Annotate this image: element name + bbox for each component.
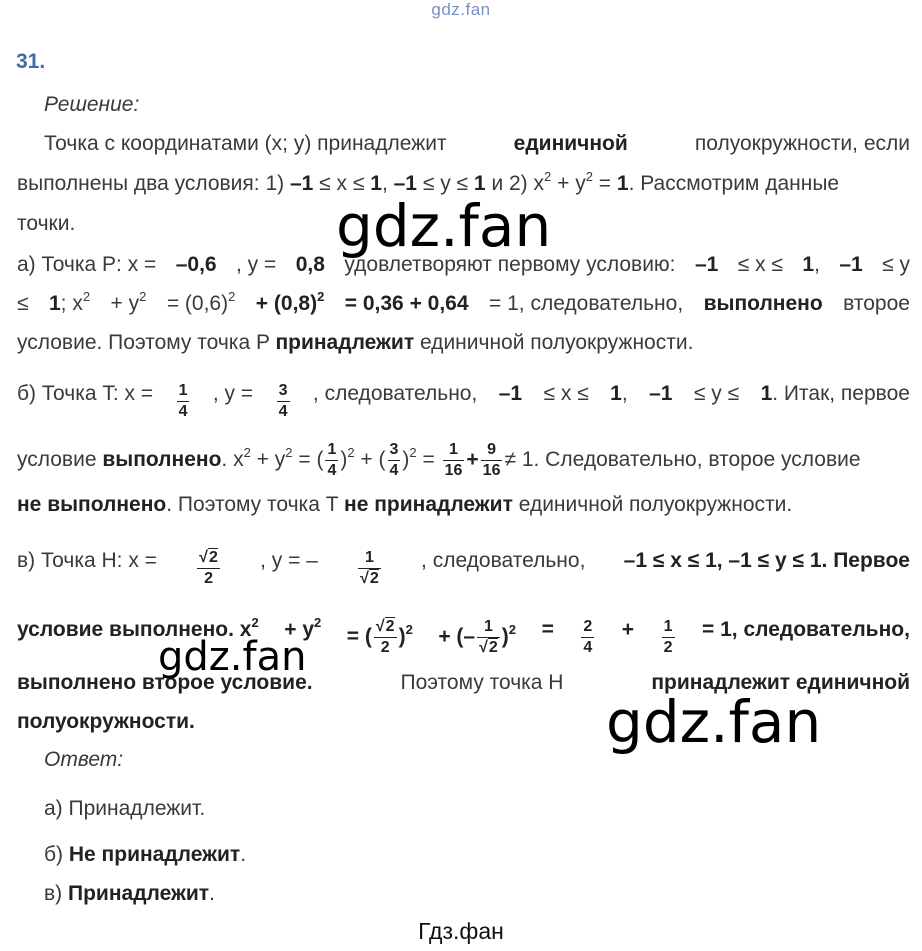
fraction-2-4: $\frac{2}{4}$	[583, 618, 593, 656]
fraction-sqrt2-2: $\frac{√2}{2}$	[375, 618, 395, 656]
watermark: gdz.fan	[606, 688, 822, 756]
footer-site-name[interactable]: Гдз.фан	[418, 918, 504, 944]
fraction-1-4: $\frac{1}{4}$	[178, 382, 188, 420]
watermark: gdz.fan	[336, 192, 552, 260]
site-header-logo[interactable]: gdz.fan	[431, 0, 491, 19]
part-c-line-4: полуокружности.	[17, 710, 195, 733]
answer-b: б) Не принадлежит.	[44, 843, 247, 866]
part-a-line-1: а) Точка P: x = –0,6 , y = 0,8 удовлетворяют первому условию: –1 ≤ x ≤ 1, –1 ≤ y	[17, 253, 910, 276]
part-c-line-2: условие выполнено. $x^2$ + $y^2$ = ( $\frac{√2}{2}$ )$^2$ + (– $\frac{1}{√2}$ )$^2$ = $\frac{2}{4}$ + $\frac{1}{2}$ = 1, следовательно,	[17, 615, 910, 656]
fraction-3-4: $\frac{3}{4}$	[389, 441, 399, 479]
watermark: gdz.fan	[158, 634, 307, 680]
answer-c: в) Принадлежит.	[44, 882, 215, 905]
fraction-1-16: $\frac{1}{16}$	[444, 441, 463, 479]
answer-a: а) Принадлежит.	[44, 797, 206, 820]
part-a-line-3: условие. Поэтому точка P принадлежит единичной полуокружности.	[17, 331, 694, 354]
intro-line-1: Точка с координатами (x; y) принадлежит единичной полуокружности, если	[44, 132, 910, 155]
intro-line-3: точки.	[17, 212, 76, 235]
part-c-line-1: в) Точка H: x = $\frac{√2}{2}$ , y = – 1 √2 , следовательно, –1 ≤ x ≤ 1, –1 ≤ y ≤ 1. Первое	[17, 549, 910, 587]
intro-line-2: выполнены два условия: 1) –1 ≤ x ≤ 1, –1 ≤ y ≤ 1 и 2) $x^2 + y^2 = 1$. Рассмотрим данные	[17, 169, 840, 195]
fraction-9-16: $\frac{9}{16}$	[482, 441, 501, 479]
fraction-1-sqrt2: 1 √2	[360, 549, 379, 587]
solution-label: Решение:	[44, 93, 140, 116]
fraction-3-4: $\frac{3}{4}$	[278, 382, 288, 420]
part-b-line-3: не выполнено. Поэтому точка T не принадлежит единичной полуокружности.	[17, 493, 793, 516]
part-b-line-2: условие выполнено. $x^2 + y^2$ = ( $\frac{1}{4}$ )$^2$ + ( $\frac{3}{4}$ )$^2$ = $\frac{1}{16}$ + $\frac{9}{16}$ ≠ 1. Следовательно, второе условие	[17, 441, 861, 479]
fraction-1-2: $\frac{1}{2}$	[663, 618, 673, 656]
fraction-1-sqrt2: $\frac{1}{√2}$	[479, 618, 498, 656]
answer-label: Ответ:	[44, 748, 124, 771]
part-b-line-1: б) Точка T: x = $\frac{1}{4}$ , y = $\frac{3}{4}$ , следовательно, –1 ≤ x ≤ 1, –1 ≤ y ≤ 1. Итак, первое	[17, 382, 910, 420]
fraction-1-4: $\frac{1}{4}$	[327, 441, 337, 479]
part-a-line-2: ≤ 1; $x^2$ + $y^2$ = $(0,6)^2$ + $(0,8)^2$ = 0,36 + 0,64 = 1, следовательно, выполнено второе	[17, 289, 910, 315]
part-c-line-3: выполнено второе условие. Поэтому точка H принадлежит единичной	[17, 671, 910, 694]
fraction-sqrt2-2: $\frac{√2}{2}$	[199, 549, 218, 587]
task-number: 31.	[16, 50, 46, 73]
